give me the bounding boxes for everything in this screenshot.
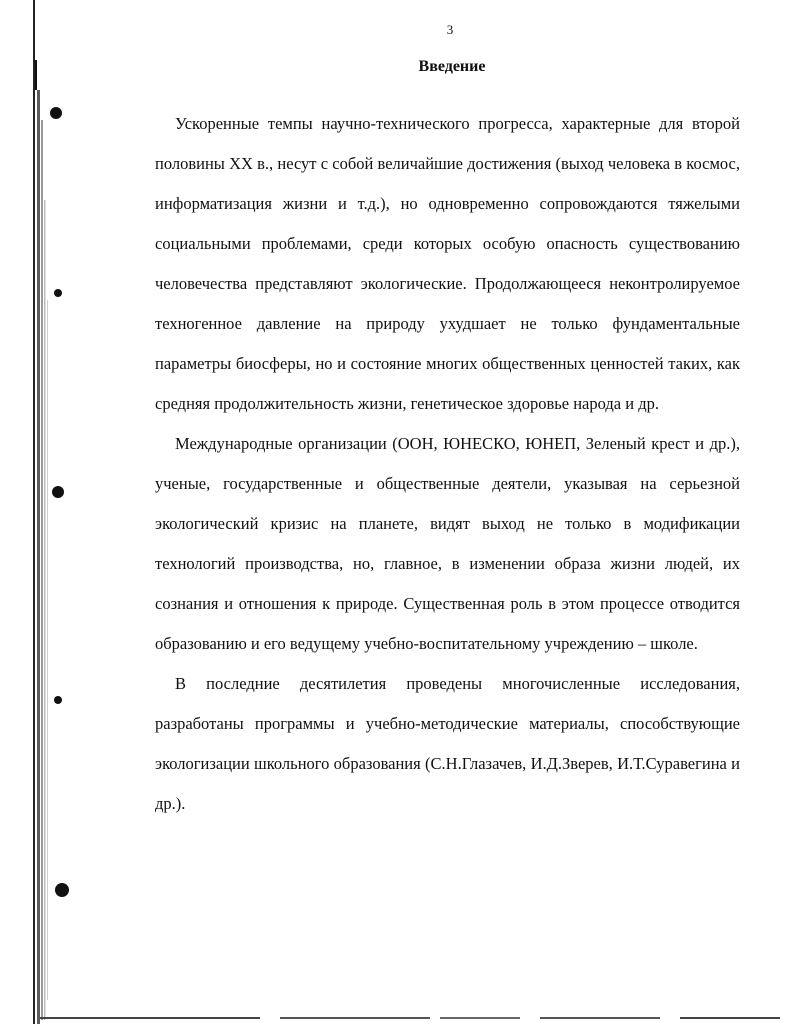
body-text — [155, 104, 740, 824]
scan-edge-artifact — [0, 0, 80, 1024]
paragraph-1: Ускоренные темпы научно-технического прогресса, характерные для второй половины XX в., несут с собой величайшие достижения (выход человека в космос, информатизация жизни и т.д.), но одновременно сопровождаются тяжелыми социальными проблемами, среди которых особую опасность существованию человечества представляют экологические. Продолжающееся неконтролируемое техногенное давление на природу ухудшает не только фундаментальные параметры биосферы, но и состояние многих общественных ценностей таких, как средняя продолжительность жизни, генетическое здоровье народа и др. — [155, 114, 740, 413]
scan-bottom-artifact — [40, 1017, 780, 1020]
section-title: Введение — [418, 58, 486, 75]
paragraph-2: Международные организации (ООН, ЮНЕСКО, ЮНЕП, Зеленый крест и др.), ученые, государственные и общественные деятели, указывая на серьезной экологический кризис на планете, видят выход не только в модификации технологий производства, но, главное, в изменении образа жизни людей, их сознания и отношения к природе. Существенная роль в этом процессе отводится образованию и его ведущему учебно-воспитательному учреждению – школе. — [155, 434, 740, 653]
paragraph-3: В последние десятилетия проведены многочисленные исследования, разработаны программы и учебно-методические материалы, способствующие экологизации школьного образования (С.Н.Глазачев, И.Д.Зверев, И.Т.Суравегина и др.). — [155, 674, 740, 813]
page-number: 3 — [446, 22, 454, 37]
